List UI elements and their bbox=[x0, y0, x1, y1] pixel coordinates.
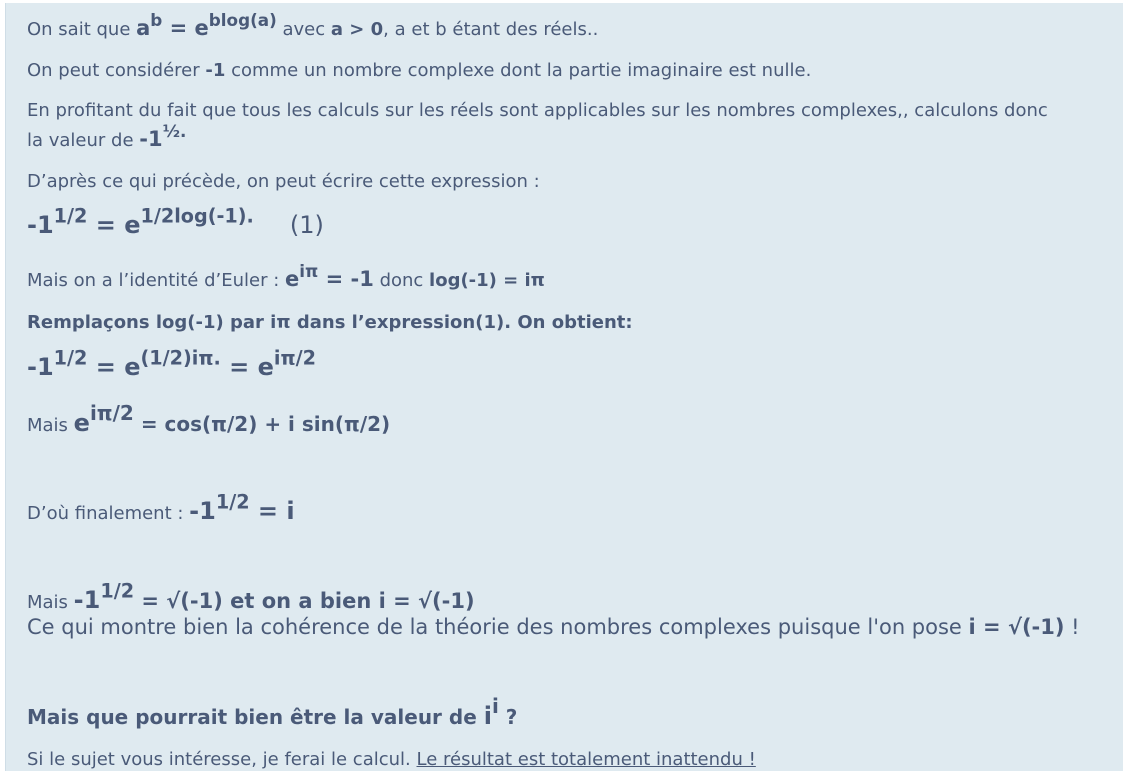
line-substitution: Remplaçons log(-1) par iπ dans l’expression(1). On obtient: bbox=[27, 312, 633, 333]
line-euler-identity: Mais on a l’identité d’Euler : $e^{i\pi} = -1$ donc log(-1) = iπ bbox=[27, 260, 545, 291]
line-euler-cos-sin: Mais $e^{i\pi/2} = \cos(\pi/2) + i$ sin(π/2) bbox=[27, 401, 391, 437]
math-sqrt: $-1^{1/2} = √(-1)$ et on a bien i = √(-1) bbox=[73, 579, 475, 614]
text: , a et b étant des réels.. bbox=[383, 19, 599, 40]
math-log-minus-one: log(-1) = iπ bbox=[429, 270, 545, 291]
math-minus-one-half: $-1^{\frac{1}{2}.}$ bbox=[139, 120, 187, 151]
line-sqrt: Mais $-1^{1/2} = √(-1)$ et on a bien i = √(-1) bbox=[27, 579, 475, 614]
equation-number: (1) bbox=[289, 211, 324, 239]
equation-1: $-1^{1/2} = e^{1/2log(-1).}$ (1) bbox=[27, 204, 324, 239]
line-calc-value: la valeur de $-1^{\frac{1}{2}.}$ bbox=[27, 120, 187, 151]
line-conclusion: D’où finalement : $-1^{1/2} = i$ bbox=[27, 490, 295, 525]
math-cos-sin: $e^{i\pi/2} = \cos(\pi/2) + i$ sin(π/2) bbox=[73, 401, 391, 437]
result-link[interactable]: Le résultat est totalement inattendu ! bbox=[416, 749, 756, 770]
math-i-def: i = √(-1) bbox=[968, 615, 1065, 639]
line-coherence: Ce qui montre bien la cohérence de la théorie des nombres complexes puisque l'on pose i = √(-1) ! bbox=[27, 615, 1080, 639]
math-result-i: $-1^{1/2} = i$ bbox=[189, 490, 295, 525]
line-minus-one-complex: On peut considérer -1 comme un nombre complexe dont la partie imaginaire est nulle. bbox=[27, 60, 812, 81]
math-a-positive: a > 0 bbox=[330, 19, 384, 40]
text: On sait que bbox=[27, 19, 137, 40]
line-calc-intro: En profitant du fait que tous les calculs sur les réels sont applicables sur les nombres complexes,, calculons donc bbox=[27, 100, 1048, 121]
math-a-power-b: $a^b = e^{blog(a)}$ bbox=[136, 9, 277, 40]
math-euler: $e^{i\pi} = -1$ bbox=[285, 260, 374, 291]
text: avec bbox=[276, 19, 331, 40]
line-question: Mais que pourrait bien être la valeur de $i^i$ ? bbox=[27, 694, 518, 730]
line-power-definition bbox=[27, 9, 599, 41]
math-minus-one: -1 bbox=[205, 60, 226, 81]
equation-2: $-1^{1/2} = e^{(1/2)i\pi.} = e^{i\pi/2}$ bbox=[27, 346, 317, 381]
line-expression-intro: D’après ce qui précède, on peut écrire cette expression : bbox=[27, 171, 540, 192]
line-closing: Si le sujet vous intéresse, je ferai le calcul. Le résultat est totalement inattendu ! bbox=[27, 749, 756, 770]
